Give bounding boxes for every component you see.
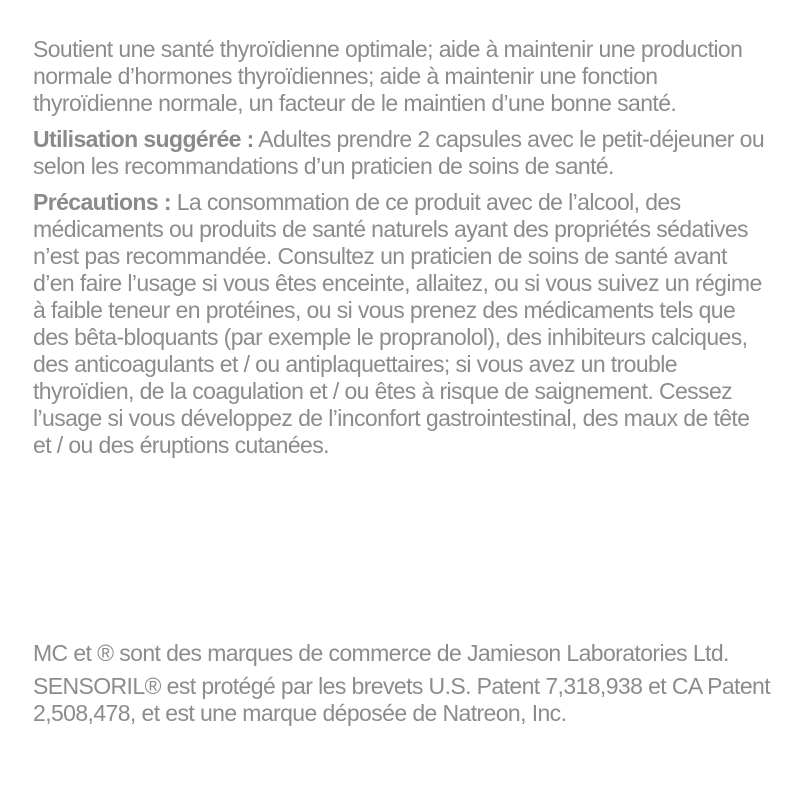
patent-notice: SENSORIL® est protégé par les brevets U.S. Patent 7,318,938 et CA Patent 2,508,478, et est une marque déposée de Natreon, Inc.: [33, 673, 771, 726]
legal-footer: [33, 640, 773, 733]
product-label-text: [33, 36, 773, 468]
usage-paragraph: [33, 126, 773, 180]
usage-label: Utilisation suggérée :: [33, 126, 254, 152]
precautions-paragraph: [33, 189, 773, 459]
precautions-text: La consommation de ce produit avec de l’alcool, des médicaments ou produits de santé naturels ayant des propriétés sédatives n’est pas recommandée. Consultez un praticien de soins de santé avant d’en faire l’usage si vous êtes enceinte, allaitez, ou si vous suivez un régime à faible teneur en protéines, ou si vous prenez des médicaments tels que des bêta-bloquants (par exemple le propranolol), des inhibiteurs calciques, des anticoagulants et / ou antiplaquettaires; si vous avez un trouble thyroïdien, de la coagulation et / ou êtes à risque de saignement. Cessez l’usage si vous développez de l’inconfort gastrointestinal, des maux de tête et / ou des éruptions cutanées.: [33, 189, 762, 458]
intro-paragraph: Soutient une santé thyroïdienne optimale; aide à maintenir une production normale d’hormones thyroïdiennes; aide à maintenir une fonction thyroïdienne normale, un facteur de le maintien d’une bonne santé.: [33, 36, 743, 116]
precautions-label: Précautions :: [33, 189, 171, 215]
usage-text: Adultes prendre 2 capsules avec le petit-déjeuner ou selon les recommandations d’un praticien de soins de santé.: [33, 126, 765, 179]
trademark-notice: MC et ® sont des marques de commerce de Jamieson Laboratories Ltd.: [33, 640, 729, 666]
